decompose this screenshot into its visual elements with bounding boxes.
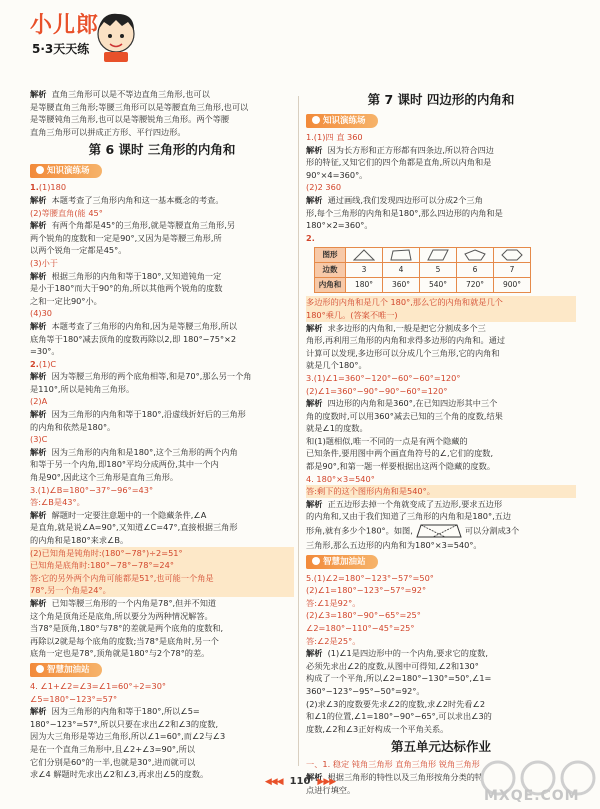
answer-line: (4)30 — [30, 308, 53, 319]
analysis-line: 角的度数时,可以用360°减去已知的三个角的度数,结果 — [306, 410, 503, 421]
table-row — [315, 263, 531, 278]
analysis-line: 解析 因为三角形的内角和等于180°,沿虚线折好后的三角形 — [30, 409, 246, 420]
analysis-line: 就是几个180°。 — [306, 360, 367, 371]
answer-line: (2)已知角是钝角时:(180°−78°)÷2=51° — [30, 547, 294, 560]
analysis-line: 构成了一个平角,所以∠2=180°−130°=50°,∠1= — [306, 673, 492, 684]
answer-line: 2.(1)C — [30, 358, 57, 369]
section-practice-left: 知识演练场 — [30, 164, 102, 178]
analysis-line: 之和一定比90°小。 — [30, 295, 102, 306]
table-cell: 7 — [494, 263, 531, 278]
table-cell: 5 — [420, 263, 457, 278]
analysis-line: 解析 正五边形去掉一个角就变成了五边形,要求五边形 — [306, 498, 503, 509]
answer-line: 180°乘几。(答案不唯一) — [306, 309, 576, 322]
analysis-line: 和(1)题相似,唯一不同的一点是有两个隐藏的 — [306, 435, 468, 446]
quadrilateral-icon — [383, 248, 420, 263]
answer-line: 3.(1)∠1=360°−120°−60°−60°=120° — [306, 372, 461, 383]
table-header-cell: 图形 — [315, 248, 346, 263]
analysis-line: 解析 根据三角形的特性以及三角形按角分类的特 — [306, 771, 484, 782]
analysis-line: 解析 根据三角形的内角和等于180°,又知道钝角一定 — [30, 270, 222, 281]
answer-line: 78°,另一个角是24°。 — [30, 584, 294, 597]
table-cell: 3 — [346, 263, 383, 278]
analysis-line: (2)求∠3的度数要先求∠2的度数,求∠2时先看∠2 — [306, 698, 486, 709]
answer-line: (2)等腰直角(能 45° — [30, 207, 103, 218]
answer-line: (3)C — [30, 434, 48, 445]
table-header-cell: 内角和 — [315, 278, 346, 293]
analysis-line: 解析 (1)∠1是四边形中的一个内角,要求它的度数, — [306, 648, 488, 659]
answer-line: (2)2 360 — [306, 182, 342, 193]
analysis-line: 两个锐角的度数和一定是90°,又因为是等腰三角形,所 — [30, 232, 222, 243]
next-arrows-icon: ▶▶▶ — [317, 777, 336, 787]
analysis-line: 360°−123°−95°−50°=92°。 — [306, 685, 425, 696]
answer-line: 已知角是底角时:180°−78°−78°=24° — [30, 559, 294, 572]
pentagon-icon — [457, 248, 494, 263]
analysis-line: 是小于180°而大于90°的角,所以其他两个锐角的度数 — [30, 283, 223, 294]
analysis-line: 解析 本题考查了三角形的内角和,因为是等腰三角形,所以 — [30, 320, 237, 331]
hexagon-icon — [494, 248, 531, 263]
analysis-line: 解析 通过画线,我们发现四边形可以分成2个三角 — [306, 194, 483, 205]
table-row — [315, 248, 531, 263]
answer-line: (2)∠1=360°−90°−90°−60°=120° — [306, 385, 448, 396]
analysis-line: 形,每个三角形的内角和是180°,那么四边形的内角和是 — [306, 207, 503, 218]
analysis-line: 是直角,就是说∠A=90°,又知道∠C=47°,直接根据三角形 — [30, 522, 238, 533]
parallelogram-icon — [420, 248, 457, 263]
table-header-cell: 边数 — [315, 263, 346, 278]
page-number-value: 110 — [289, 776, 311, 787]
table-cell: 180° — [346, 278, 383, 293]
analysis-line: 这个角是顶角还是底角,所以要分为两种情况解答。 — [30, 610, 213, 621]
text-line: 直角三角形可以拼成正方形、平行四边形。 — [30, 126, 186, 137]
analysis-line: =30°。 — [30, 346, 60, 357]
answer-line: 一、1. 稳定 钝角三角形 直角三角形 锐角三角形 — [306, 759, 480, 770]
text-line: 解析 直角三角形可以是不等边直角三角形,也可以 — [30, 89, 210, 99]
answer-line: (3)小于 — [30, 257, 58, 268]
analysis-line: 解析 四边形的内角和是360°,在已知四边形其中三个 — [306, 398, 498, 409]
analysis-line: 都是90°,和第一题一样要根据出这两个隐藏的度数。 — [306, 461, 496, 472]
triangle-icon — [346, 248, 383, 263]
analysis-line: 的内角和,又由于我们知道了三角形的内角和是180°,五边 — [306, 511, 512, 522]
answer-line: 答:它的另外两个内角可能都是51°,也可能一个角是 — [30, 572, 294, 585]
answer-line: ∠5=180°−123°=57° — [30, 693, 118, 704]
table-cell: 900° — [494, 278, 531, 293]
analysis-line: 三角形,那么五边形的内角和为180°×3=540°。 — [306, 540, 482, 551]
text-line: 是等腰钝角三角形,也可以是等腰锐角三角形。两个等腰 — [30, 114, 230, 125]
analysis-line: 计算可以发现,多边形可以分成几个三角形,它的内角和 — [306, 347, 500, 358]
analysis-line: 角是90°,因此这个三角形是直角三角形。 — [30, 472, 179, 483]
table-cell: 540° — [420, 278, 457, 293]
analysis-line: 解析 因为长方形和正方形都有四条边,所以符合四边 — [306, 144, 494, 155]
analysis-line: 再除以2就是每个底角的度数;当78°是底角时,另一个 — [30, 635, 219, 646]
lesson-6-title: 第 6 课时 三角形的内角和 — [88, 142, 236, 158]
polygon-table — [314, 247, 531, 293]
analysis-line: 形的特征,又知它们的四个角都是直角,所以内角和是 — [306, 157, 492, 168]
analysis-line: 角形,再利用三角形的内角和求得多边形的内角和。通过 — [306, 335, 506, 346]
question-number: 2. — [306, 232, 315, 243]
mascot-icon — [88, 8, 142, 64]
analysis-line: 解析 求多边形的内角和,一般是把它分割成多个三 — [306, 322, 486, 333]
section-practice-right: 知识演练场 — [306, 114, 378, 128]
answer-line: (2)A — [30, 396, 48, 407]
answer-line: (2)∠1=180°−123°−57°=92° — [306, 585, 427, 596]
right-column — [306, 88, 576, 796]
answer-line: 1.(1)四 直 360 — [306, 132, 363, 142]
brand-title: 小儿郎 — [30, 13, 100, 38]
table-cell: 360° — [383, 278, 420, 293]
analysis-line: 底角等于180°减去顶角的度数再除以2,即 180°−75°×2 — [30, 333, 237, 344]
brand-logo — [28, 6, 158, 76]
table-cell: 720° — [457, 278, 494, 293]
answer-line: ∠2=180°−110°−45°=25° — [306, 623, 415, 633]
analysis-line: 形角,就有多少个180°。如图, 可以分割成3个 — [306, 523, 576, 539]
analysis-line: 因为大三角形是等边三角形,所以∠1=60°,而∠2与∠3 — [30, 731, 226, 742]
answer-line: 多边形的内角和是几个 180°,那么它的内角和就是几个 — [306, 296, 576, 309]
answer-line: 答:∠B是43°。 — [30, 497, 85, 508]
pentagon-division-figure — [415, 523, 463, 539]
analysis-line: 和∠1的位置,∠1=180°−90°−65°,可以求出∠3的 — [306, 711, 492, 722]
analysis-line: 解析 因为三角形的内角和是180°,这个三角形的两个内角 — [30, 446, 238, 457]
analysis-line: 90°×4=360°。 — [306, 169, 368, 180]
analysis-line: 必须先求出∠2的度数,从图中可得知,∠2和130° — [306, 660, 479, 671]
analysis-line: 和等于另一个内角,即180°平均分成两份,其中一个内 — [30, 459, 219, 470]
analysis-line: 180°×2=360°。 — [306, 220, 373, 231]
lesson-7-title: 第 7 课时 四边形的内角和 — [367, 92, 515, 107]
answer-line: 5.(1)∠2=180°−123°−57°=50° — [306, 572, 434, 583]
analysis-line: 当78°是顶角,180°与78°的差就是两个底角的度数和, — [30, 623, 224, 634]
unit-5-title: 第五单元达标作业 — [390, 739, 491, 755]
analysis-line: 是110°,所以是钝角三角形。 — [30, 383, 135, 394]
answer-line: 答:∠2是25°。 — [306, 635, 361, 646]
analysis-line: 度数,∠2和∠3正好构成一个平角关系。 — [306, 723, 449, 734]
table-cell: 6 — [457, 263, 494, 278]
analysis-line: 已知条件,要用图中两个画直角符号的∠,它们的度数, — [306, 448, 494, 459]
analysis-line: 解析 有两个角都是45°的三角形,就是等腰直角三角形,另 — [30, 220, 236, 231]
answer-line: 4. 180°×3=540° — [306, 473, 375, 484]
text-line: 是等腰直角三角形;等腰三角形可以是等腰直角三角形,也可以 — [30, 101, 249, 112]
analysis-line: 解析 已知等腰三角形的一个内角是78°,但并不知道 — [30, 597, 217, 608]
answer-line: 3.(1)∠B=180°−37°−96°=43° — [30, 484, 154, 495]
analysis-line: 就是∠1的度数。 — [306, 423, 368, 434]
answer-line: (2)∠3=180°−90°−65°=25° — [306, 610, 421, 621]
analysis-line: 它们分别是60°的一半,也就是30°,进而就可以 — [30, 756, 196, 767]
analysis-line: 是在一个直角三角形中,且∠2+∠3=90°,所以 — [30, 743, 195, 754]
analysis-line: 解析 本题考查了三角形内角和这一基本概念的考查。 — [30, 194, 224, 205]
analysis-line: 180°−123°=57°,所以只要在求出∠2和∠3的度数, — [30, 718, 219, 729]
answer-line: 答:∠1是92°。 — [306, 597, 361, 608]
analysis-line: 的内角和是180°来求∠B。 — [30, 535, 129, 545]
analysis-line: 底角一定也是78°,顶角就是180°与2个78°的差。 — [30, 648, 210, 659]
prev-arrows-icon: ◀◀◀ — [264, 777, 283, 787]
analysis-line: 解析 因为等腰三角形的两个底角相等,和是70°,那么另一个角 — [30, 371, 252, 382]
answer-line: 答:剩下的这个图形内角和是540°。 — [306, 485, 576, 498]
analysis-line: 的内角和依然是180°。 — [30, 421, 116, 432]
column-divider — [298, 96, 299, 766]
watermark-text: MXQE.COM — [484, 788, 580, 804]
analysis-line: 以两个锐角一定都是45°。 — [30, 245, 127, 256]
brand-series: 5·3天天练 — [32, 42, 90, 56]
section-challenge-right: 智慧加油站 — [306, 555, 378, 569]
table-row — [315, 278, 531, 293]
analysis-line: 解析 因为三角形的内角和等于180°,所以∠5= — [30, 706, 200, 717]
analysis-line: 求∠4 解题时先求出∠2和∠3,再求出∠5的度数。 — [30, 769, 209, 780]
answer-line: 4. ∠1+∠2=∠3=∠1=60°÷2=30° — [30, 680, 167, 691]
section-challenge-left: 智慧加油站 — [30, 663, 102, 677]
left-column — [30, 88, 294, 781]
analysis-line: 点进行填空。 — [306, 784, 356, 795]
table-cell: 4 — [383, 263, 420, 278]
analysis-line: 解析 解题时一定要注意题中的一个隐藏条件,∠A — [30, 509, 207, 520]
answer-line: 1.(1)180 — [30, 182, 67, 193]
